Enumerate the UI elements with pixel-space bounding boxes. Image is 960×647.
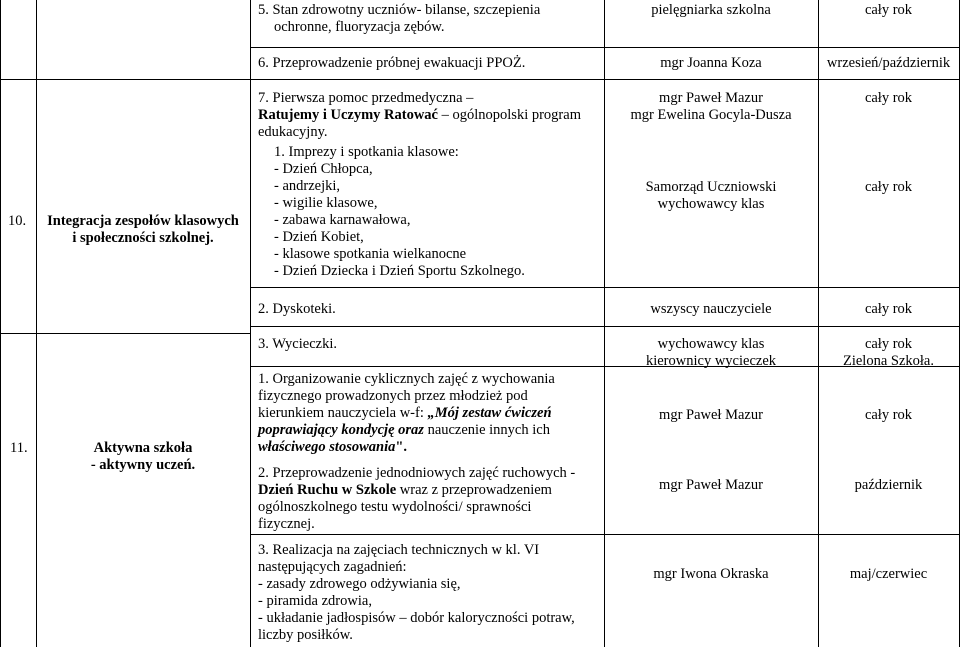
activity-technical: 3. Realizacja na zajęciach technicznych w kl. VI następujących zagadnień: - zasady zdrowego odżywiania się, - piramida zdrowia, - układanie jadłospisów – dobór kaloryczności potraw, liczby posiłków.: [258, 542, 575, 643]
grid-line: [250, 0, 251, 647]
term-pe-classes: cały rok: [864, 407, 913, 423]
activity-health-status: 5. Stan zdrowotny uczniów- bilanse, szczepienia ochronne, fluoryzacja zębów.: [258, 2, 541, 35]
term-sport-day: październik: [854, 477, 923, 493]
responsible-evacuation: mgr Joanna Koza: [660, 55, 762, 71]
grid-line: [0, 333, 251, 334]
term-evacuation: wrzesień/październik: [826, 55, 951, 71]
activity-class-events: 1. Imprezy i spotkania klasowe: - Dzień Chłopca, - andrzejki, - wigilie klasowe, - zabawa karnawałowa, - Dzień Kobiet, - klasowe spotkania wielkanocne - Dzień Dziecka i Dzień Sportu Szkolnego.: [274, 144, 525, 279]
grid-line: [250, 79, 960, 80]
responsible-trips: wychowawcy klas kierownicy wycieczek: [645, 336, 777, 369]
grid-line: [250, 326, 960, 327]
responsible-technical: mgr Iwona Okraska: [653, 566, 769, 582]
grid-line: [250, 47, 960, 48]
responsible-health-status: pielęgniarka szkolna: [651, 2, 771, 18]
responsible-sport-day: mgr Paweł Mazur: [659, 477, 763, 493]
activity-first-aid: 7. Pierwsza pomoc przedmedyczna – Ratujemy i Uczymy Ratować – ogólnopolski program edukacyjny.: [258, 90, 581, 140]
activity-pe-classes: 1. Organizowanie cyklicznych zajęć z wychowania fizycznego prowadzonych przez młodzież pod kierunkiem nauczyciela w-f: „Mój zestaw ćwiczeń poprawiający kondycję oraz nauczenie innych ich właściwego stosowania".: [258, 371, 555, 455]
activity-evacuation: 6. Przeprowadzenie próbnej ewakuacji PPOŻ.: [258, 55, 526, 71]
term-first-aid: cały rok: [864, 90, 913, 106]
term-trips: cały rok Zielona Szkoła.: [842, 336, 934, 369]
responsible-first-aid: mgr Paweł Mazur mgr Ewelina Gocyla-Dusza: [630, 90, 792, 123]
term-health-status: cały rok: [864, 2, 913, 18]
activity-sport-day: 2. Przeprowadzenie jednodniowych zajęć ruchowych - Dzień Ruchu w Szkole wraz z przeprowadzeniem ogólnoszkolnego testu wydolności/ sprawności fizycznej.: [258, 465, 576, 532]
term-discos: cały rok: [864, 301, 913, 317]
section-11-number: 11.: [10, 440, 28, 456]
responsible-pe-classes: mgr Paweł Mazur: [659, 407, 763, 423]
term-technical: maj/czerwiec: [849, 566, 928, 582]
grid-line: [250, 534, 960, 535]
grid-line: [0, 0, 1, 647]
section-10-area: Integracja zespołów klasowych i społeczności szkolnej.: [47, 213, 239, 246]
grid-line: [0, 79, 251, 80]
section-11-area: Aktywna szkoła - aktywny uczeń.: [90, 440, 196, 473]
grid-line: [36, 0, 37, 647]
term-class-events: cały rok: [864, 179, 913, 195]
responsible-class-events: Samorząd Uczniowski wychowawcy klas: [645, 179, 777, 212]
activity-trips: 3. Wycieczki.: [258, 336, 337, 352]
responsible-discos: wszyscy nauczyciele: [650, 301, 772, 317]
activity-discos: 2. Dyskoteki.: [258, 301, 336, 317]
grid-line: [250, 287, 960, 288]
section-10-number: 10.: [8, 213, 27, 229]
